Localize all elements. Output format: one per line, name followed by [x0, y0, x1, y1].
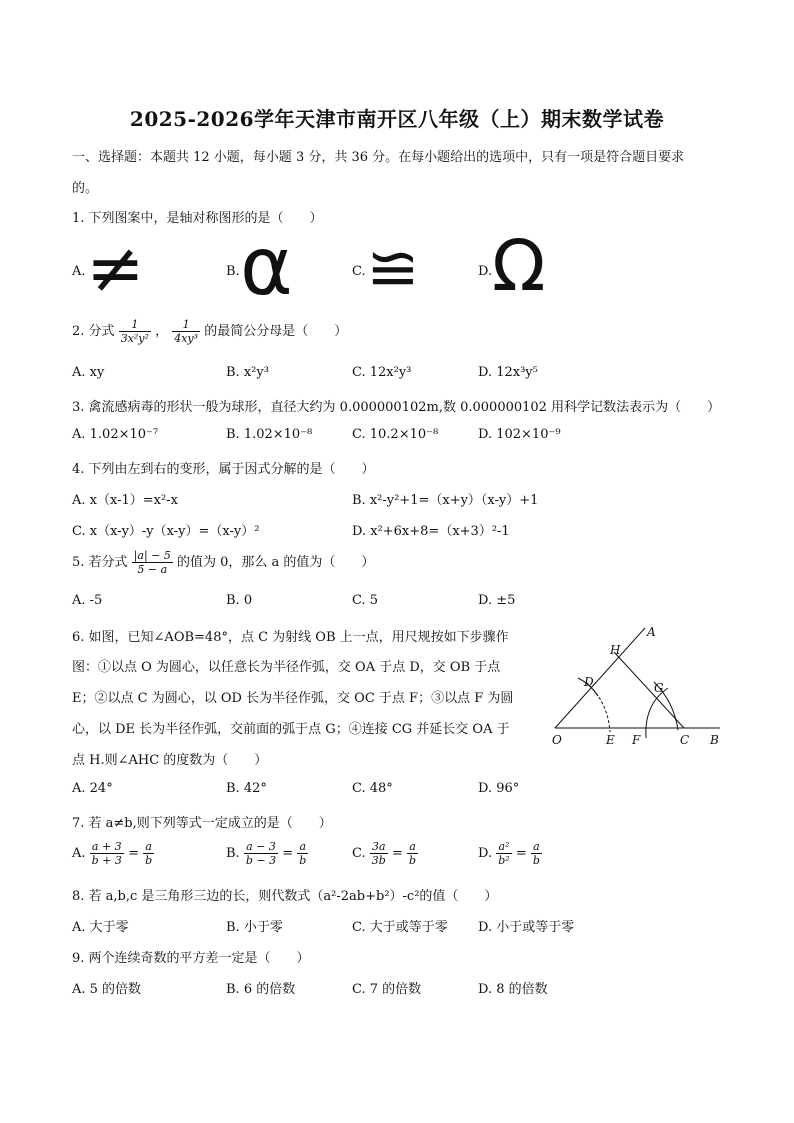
q4-option-a: A. x（x-1）=x²-x	[72, 493, 178, 508]
q7-b-lhs-num: a − 3	[244, 840, 278, 854]
section-heading-line1: 一、选择题：本题共 12 小题，每小题 3 分，共 36 分。在每小题给出的选项中，只有一项是符合题目要求	[72, 150, 685, 165]
q7-a-lhs	[90, 840, 124, 867]
q4-option-b: B. x²-y²+1=（x+y）（x-y）+1	[352, 493, 539, 508]
q2-frac1-den: 3x²y²	[120, 332, 149, 345]
q7-label-c: C.	[352, 846, 366, 861]
q7-a-lhs-den: b + 3	[91, 854, 122, 867]
q4-option-c: C. x（x-y）-y（x-y）=（x-y）²	[72, 524, 260, 539]
q2-fraction-1	[119, 318, 151, 345]
label-f: F	[632, 733, 641, 747]
q7-option-b	[226, 840, 308, 867]
q7-c-eq: =	[391, 846, 403, 861]
q2-option-d: D. 12x³y⁵	[478, 365, 538, 380]
q7-c-rhs	[407, 840, 418, 867]
label-h: H	[610, 643, 621, 657]
q6-option-a: A. 24°	[72, 781, 113, 796]
q6-line-4: 心，以 DE 长为半径作弧，交前面的弧于点 G；④连接 CG 并延长交 OA 于	[72, 722, 510, 737]
q3-option-c: C. 10.2×10⁻⁸	[352, 427, 439, 442]
section-heading-line2: 的。	[72, 181, 99, 196]
label-c: C	[680, 733, 690, 747]
q3-option-a: A. 1.02×10⁻⁷	[72, 427, 159, 442]
congruent-symbol: ≌	[366, 232, 420, 306]
q7-c-lhs-num: 3a	[370, 840, 388, 854]
q7-d-lhs-den: b²	[498, 854, 510, 867]
q3-option-d: D. 102×10⁻⁹	[478, 427, 561, 442]
q5-fraction	[132, 549, 173, 576]
q8-option-b: B. 小于零	[226, 920, 283, 935]
q1-label-c: C.	[352, 264, 366, 279]
label-e: E	[606, 733, 615, 747]
q4-stem: 4. 下列由左到右的变形，属于因式分解的是（ ）	[72, 462, 375, 477]
q7-c-rhs-den: b	[409, 854, 417, 867]
q3-option-b: B. 1.02×10⁻⁸	[226, 427, 313, 442]
q9-option-a: A. 5 的倍数	[72, 982, 142, 997]
q2-frac1-num: 1	[119, 318, 151, 332]
q2-stem	[72, 318, 347, 345]
q2-fraction-2	[172, 318, 200, 345]
q7-option-a	[72, 840, 154, 867]
q6-option-d: D. 96°	[478, 781, 520, 796]
q2-option-b: B. x²y³	[226, 365, 269, 380]
q5-option-c: C. 5	[352, 593, 379, 608]
q6-option-c: C. 48°	[352, 781, 393, 796]
q7-label-b: B.	[226, 846, 240, 861]
q7-b-rhs	[297, 840, 308, 867]
q7-d-lhs	[496, 840, 511, 867]
q7-b-rhs-den: b	[299, 854, 307, 867]
alpha-symbol: α	[240, 220, 293, 313]
not-equal-symbol: ≠	[86, 227, 145, 309]
q7-a-eq: =	[128, 846, 139, 861]
q8-option-a: A. 大于零	[72, 920, 129, 935]
q7-d-rhs	[531, 840, 542, 867]
q7-a-rhs-num: a	[143, 840, 154, 854]
q7-c-rhs-num: a	[407, 840, 418, 854]
q1-stem: 1. 下列图案中，是轴对称图形的是（ ）	[72, 211, 323, 226]
q7-d-rhs-num: a	[531, 840, 542, 854]
ray-oa	[555, 628, 645, 728]
page-title: 2025-2026学年天津市南开区八年级（上）期末数学试卷	[129, 107, 665, 131]
q5-frac-num: |a| − 5	[133, 549, 171, 562]
q7-stem: 7. 若 a≠b,则下列等式一定成立的是（ ）	[72, 816, 332, 831]
q7-a-lhs-num: a + 3	[90, 840, 124, 854]
q1-label-d: D.	[478, 264, 493, 279]
q7-b-rhs-num: a	[297, 840, 308, 854]
label-o: O	[552, 733, 562, 747]
q5-option-d: D. ±5	[478, 593, 516, 608]
q6-option-b: B. 42°	[226, 781, 267, 796]
q5-stem	[72, 549, 374, 576]
q7-b-lhs-den: b − 3	[245, 854, 277, 867]
q7-b-lhs	[244, 840, 278, 867]
q7-d-lhs-num: a²	[496, 840, 511, 854]
q7-option-c	[352, 840, 418, 867]
q9-option-d: D. 8 的倍数	[478, 982, 548, 997]
q2-frac2-den: 4xy³	[174, 332, 199, 345]
q2-frac2-num: 1	[172, 318, 200, 332]
q8-option-c: C. 大于或等于零	[352, 920, 448, 935]
q3-stem: 3. 禽流感病毒的形状一般为球形，直径大约为 0.000000102m,数 0.000000102 用科学记数法表示为（ ）	[72, 400, 721, 415]
q6-line-2: 图：①以点 O 为圆心，以任意长为半径作弧，交 OA 于点 D，交 OB 于点	[72, 660, 501, 675]
label-d: D	[584, 675, 594, 689]
q2-stem-post: 的最简公分母是（ ）	[204, 324, 348, 339]
q5-option-a: A. -5	[72, 593, 103, 608]
q2-option-c: C. 12x²y³	[352, 365, 412, 380]
q8-option-d: D. 小于或等于零	[478, 920, 575, 935]
q6-geometry-diagram	[550, 622, 725, 750]
label-g: G	[654, 681, 664, 695]
q7-d-eq: =	[515, 846, 527, 861]
q7-label-d: D.	[478, 846, 493, 861]
label-a: A	[647, 625, 656, 639]
q7-a-rhs	[143, 840, 154, 867]
q2-separator: ，	[155, 324, 169, 339]
label-b: B	[710, 733, 719, 747]
q2-stem-pre: 2. 分式	[72, 324, 115, 339]
q1-label-a: A.	[72, 264, 86, 279]
segment-ch	[614, 652, 684, 728]
q7-c-lhs	[370, 840, 388, 867]
q9-option-b: B. 6 的倍数	[226, 982, 296, 997]
q5-option-b: B. 0	[226, 593, 253, 608]
q2-option-a: A. xy	[72, 365, 105, 380]
q6-line-5: 点 H.则∠AHC 的度数为（ ）	[72, 753, 268, 768]
q5-stem-pre: 5. 若分式	[72, 555, 128, 570]
q7-label-a: A.	[72, 846, 86, 861]
q7-d-rhs-den: b	[532, 854, 540, 867]
q5-frac-den: 5 − a	[137, 563, 168, 576]
q6-line-1: 6. 如图，已知∠AOB=48°，点 C 为射线 OB 上一点，用尺规按如下步骤作	[72, 630, 509, 645]
q4-option-d: D. x²+6x+8=（x+3）²-1	[352, 524, 510, 539]
q6-line-3: E；②以点 C 为圆心，以 OD 长为半径作弧，交 OC 于点 F；③以点 F 为圆	[72, 691, 514, 706]
q9-stem: 9. 两个连续奇数的平方差一定是（ ）	[72, 951, 310, 966]
q7-option-d	[478, 840, 542, 867]
q7-c-lhs-den: 3b	[371, 854, 386, 867]
q7-a-rhs-den: b	[145, 854, 153, 867]
q9-option-c: C. 7 的倍数	[352, 982, 422, 997]
q7-b-eq: =	[282, 846, 294, 861]
q5-stem-post: 的值为 0，那么 a 的值为（ ）	[177, 555, 375, 570]
omega-symbol: Ω	[492, 225, 546, 307]
q8-stem: 8. 若 a,b,c 是三角形三边的长，则代数式（a²-2ab+b²）-c²的值（ ）	[72, 889, 498, 904]
q1-label-b: B.	[226, 264, 240, 279]
